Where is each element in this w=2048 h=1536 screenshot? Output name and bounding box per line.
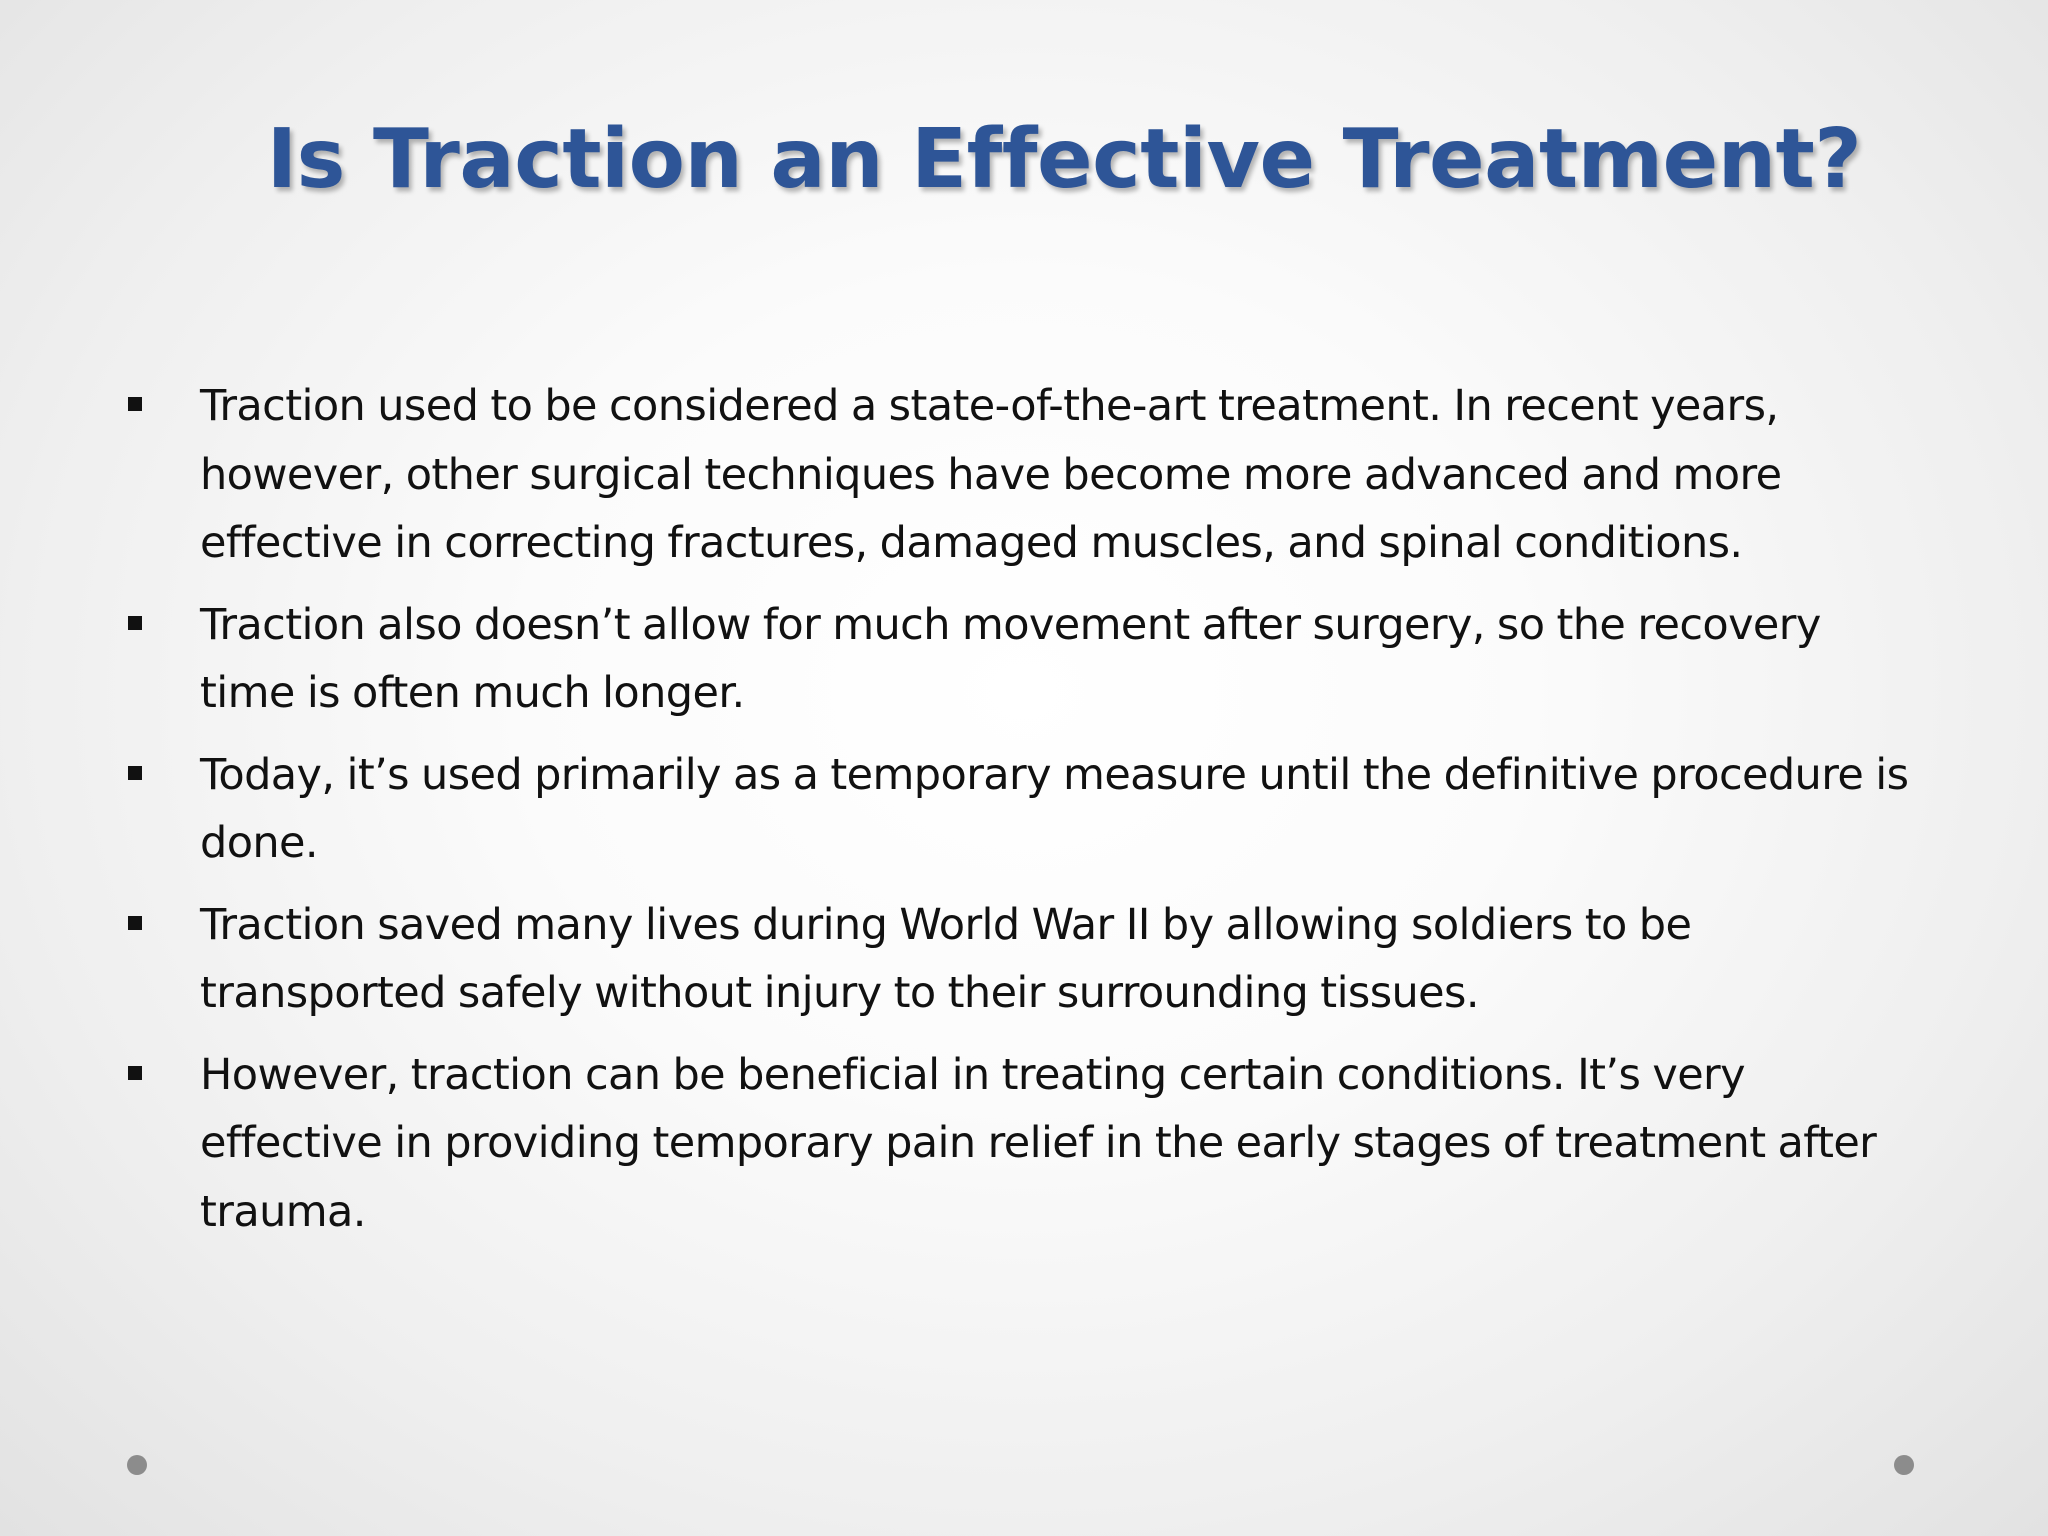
bullet-list bbox=[120, 372, 1920, 1259]
square-bullet-icon bbox=[128, 766, 142, 780]
bullet-text: Traction saved many lives during World War II by allowing soldiers to be transported safely without injury to their surrounding tissues. bbox=[200, 899, 1692, 1018]
bullet-text: Today, it’s used primarily as a temporary measure until the definitive procedure is done. bbox=[200, 749, 1909, 868]
bullet-item bbox=[120, 372, 1920, 578]
bullet-text: Traction used to be considered a state-of-the-art treatment. In recent years, however, other surgical techniques have become more advanced and more effective in correcting fractures, damaged muscles, and spinal conditions. bbox=[200, 381, 1782, 568]
bullet-item bbox=[120, 1041, 1920, 1247]
square-bullet-icon bbox=[128, 916, 142, 930]
square-bullet-icon bbox=[128, 1066, 142, 1080]
square-bullet-icon bbox=[128, 616, 142, 630]
circle-dot-icon bbox=[127, 1455, 147, 1475]
square-bullet-icon bbox=[128, 397, 142, 411]
bullet-item bbox=[120, 591, 1920, 728]
bullet-item bbox=[120, 891, 1920, 1028]
bullet-text: However, traction can be beneficial in treating certain conditions. It’s very effective in providing temporary pain relief in the early stages of treatment after trauma. bbox=[200, 1049, 1877, 1237]
circle-dot-icon bbox=[1894, 1455, 1914, 1475]
bullet-text: Traction also doesn’t allow for much movement after surgery, so the recovery time is often much longer. bbox=[200, 599, 1821, 718]
slide-title: Is Traction an Effective Treatment? bbox=[266, 112, 1862, 207]
bullet-item bbox=[120, 741, 1920, 878]
